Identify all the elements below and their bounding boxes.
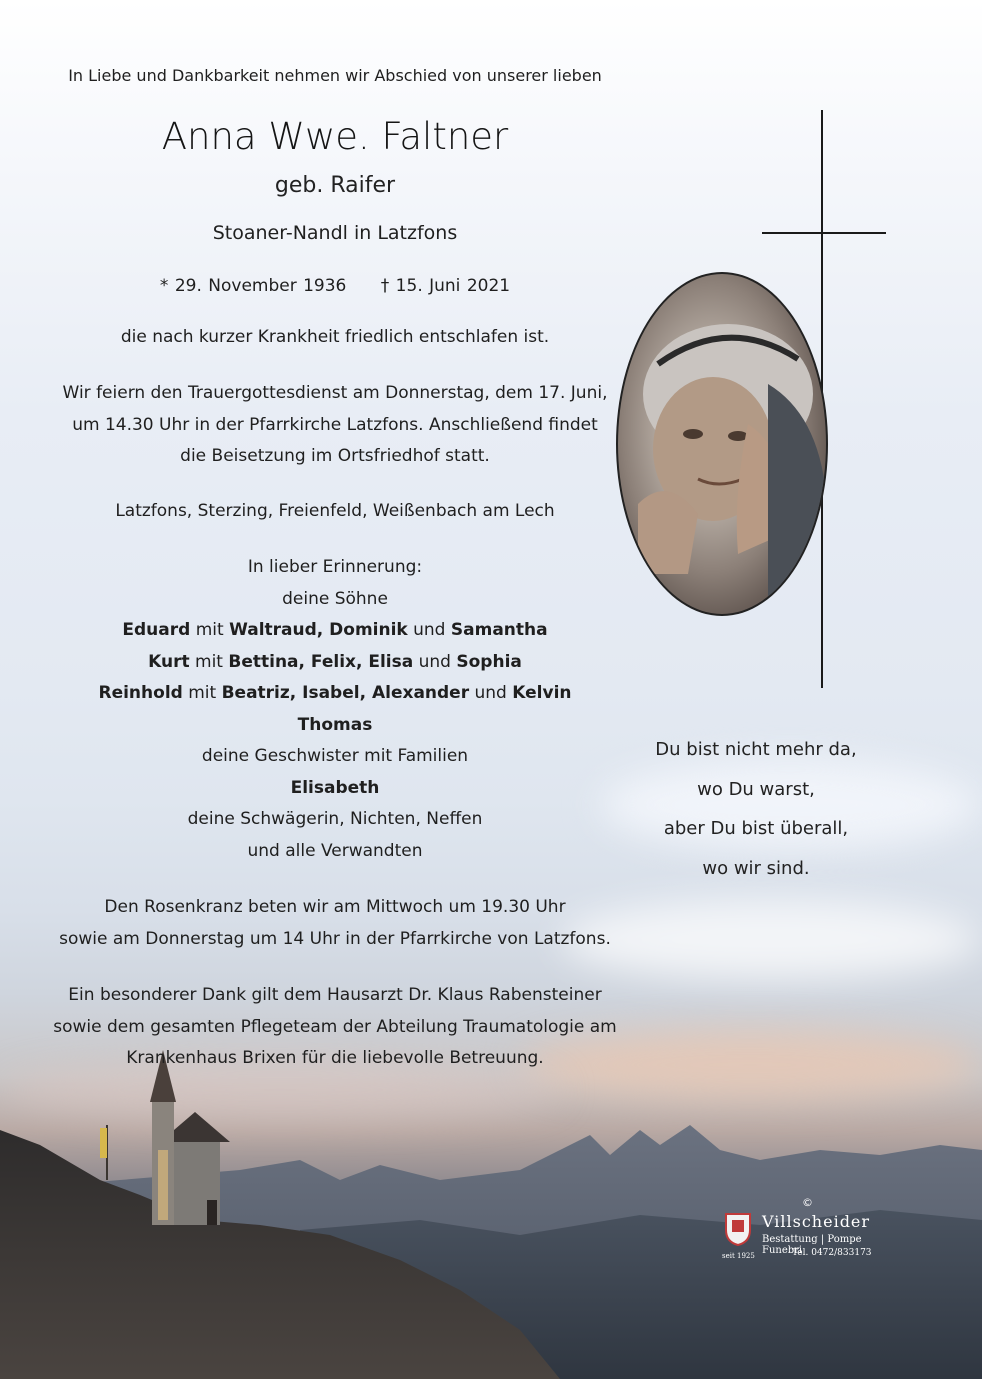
thanks-line: sowie dem gesamten Pflegeteam der Abteilung Traumatologie am <box>53 1016 617 1037</box>
family-line <box>40 678 630 710</box>
rosary-line: Den Rosenkranz beten wir am Mittwoch um 19.30 Uhr <box>104 897 566 917</box>
poem-line: aber Du bist überall, <box>663 818 849 839</box>
thanks-text <box>40 980 630 1075</box>
family-names: Bettina, Felix, Elisa <box>228 651 414 672</box>
family-line <box>40 647 630 679</box>
service-line: Wir feiern den Trauergottesdienst am Donnerstag, dem 17. Juni, <box>62 383 608 403</box>
cross-horizontal-bar <box>762 232 886 234</box>
flag <box>100 1128 107 1158</box>
family-line <box>40 615 630 647</box>
family-lines <box>40 615 630 741</box>
siblings-label: deine Geschwister mit Familien <box>201 746 469 766</box>
family-names: Sophia <box>456 651 522 672</box>
intro-text: In Liebe und Dankbarkeit nehmen wir Abschied von unserer lieben <box>68 66 602 85</box>
life-dates <box>40 271 630 303</box>
sons-label: deine Söhne <box>282 588 388 609</box>
family-connector: mit <box>190 620 230 640</box>
family-names: Waltraud, Dominik <box>229 620 408 640</box>
brand-subtitle: Bestattung | Pompe Funebri <box>762 1234 862 1256</box>
places-text: Latzfons, Sterzing, Freienfeld, Weißenbach am Lech <box>115 501 555 521</box>
poem <box>620 730 892 888</box>
family-names: Thomas <box>297 714 373 735</box>
brand-name: Villscheider <box>762 1212 871 1231</box>
inlaws-line: deine Schwägerin, Nichten, Neffen <box>187 809 483 829</box>
family-names: Reinhold <box>98 683 183 703</box>
sibling-name <box>40 773 630 805</box>
funeral-home-logo <box>720 1196 900 1272</box>
service-line: die Beisetzung im Ortsfriedhof statt. <box>180 446 490 466</box>
family-names: Kelvin <box>512 683 572 703</box>
family-connector: und <box>469 683 513 703</box>
thanks-line: Ein besonderer Dank gilt dem Hausarzt Dr. Klaus Rabensteiner <box>68 985 602 1005</box>
funeral-service-text <box>40 378 630 473</box>
rosary-text <box>40 892 630 955</box>
family-connector: mit <box>189 651 229 672</box>
death-note: die nach kurzer Krankheit friedlich entschlafen ist. <box>120 327 550 347</box>
family-names: Samantha <box>450 620 548 640</box>
portrait-illustration <box>618 274 826 614</box>
maiden-name: geb. Raifer <box>274 173 396 198</box>
service-line: um 14.30 Uhr in der Pfarrkirche Latzfons. Anschließend findet <box>72 414 598 435</box>
family-names: Eduard <box>122 620 191 640</box>
family-connector: und <box>407 620 451 640</box>
chapel <box>150 1050 230 1225</box>
house-name: Stoaner-Nandl in Latzfons <box>212 222 458 244</box>
thanks-line: Krankenhaus Brixen für die liebevolle Betreuung. <box>126 1048 544 1068</box>
family-connector: mit <box>182 683 222 703</box>
brand-phone: Tel. 0472/833173 <box>792 1248 872 1258</box>
poem-line: wo wir sind. <box>702 857 810 879</box>
family-connector: und <box>413 651 457 672</box>
copyright-symbol: © <box>802 1196 813 1209</box>
mourners-list <box>40 552 630 867</box>
crest-icon <box>724 1212 752 1246</box>
rosary-line: sowie am Donnerstag um 14 Uhr in der Pfarrkirche von Latzfons. <box>59 928 611 949</box>
birth-date: * 29. November 1936 <box>159 276 347 296</box>
memory-heading: In lieber Erinnerung: <box>247 557 423 577</box>
family-names: Beatriz, Isabel, Alexander <box>221 683 470 703</box>
family-line <box>40 710 630 742</box>
poem-line: wo Du warst, <box>697 778 815 800</box>
family-names: Kurt <box>148 651 190 672</box>
poem-line: Du bist nicht mehr da, <box>655 739 857 760</box>
portrait-photo <box>616 272 828 616</box>
deceased-name: Anna Wwe. Faltner <box>161 115 509 158</box>
sibling-name-bold: Elisabeth <box>290 777 380 798</box>
death-date: † 15. Juni 2021 <box>380 276 511 296</box>
brand-since: seit 1925 <box>722 1252 755 1260</box>
relatives-line: und alle Verwandten <box>247 840 423 861</box>
